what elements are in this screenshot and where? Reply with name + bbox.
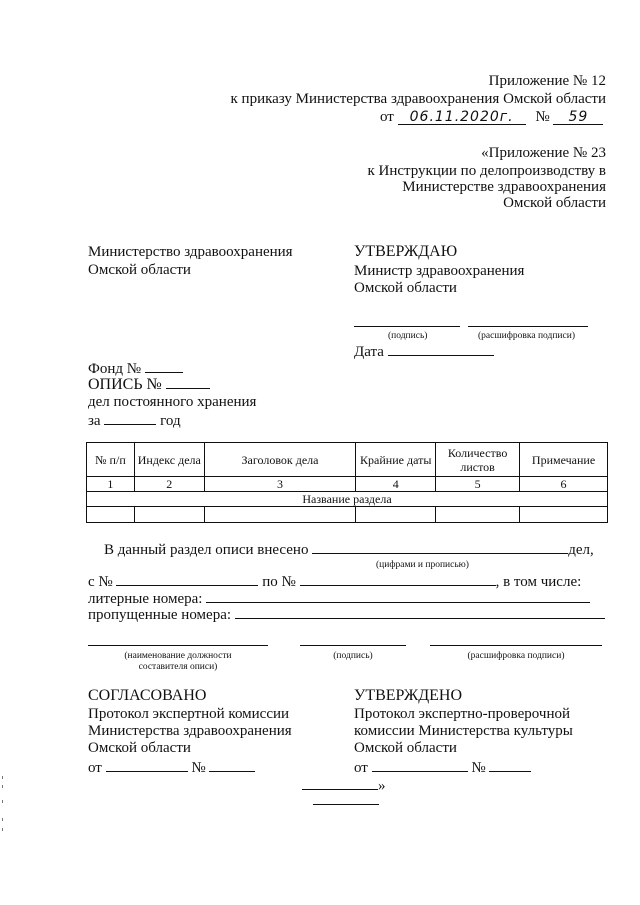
fund-number-field[interactable] bbox=[145, 358, 183, 373]
date-prefix: от bbox=[380, 109, 394, 125]
table-cell[interactable] bbox=[134, 507, 204, 523]
approve-line-1: Министр здравоохранения bbox=[354, 263, 525, 279]
column-number: 2 bbox=[134, 477, 204, 492]
instruction-line-1: к Инструкции по делопроизводству в bbox=[367, 163, 606, 179]
table-cell[interactable] bbox=[204, 507, 356, 523]
approved-line-3: Омской области bbox=[354, 740, 457, 756]
compiler-signature-caption: (подпись) bbox=[333, 651, 373, 661]
to-number-field[interactable] bbox=[300, 571, 496, 586]
header-cell: Заголовок дела bbox=[204, 443, 356, 477]
agreed-line-2: Министерства здравоохранения bbox=[88, 723, 292, 739]
compiler-signature-line[interactable] bbox=[300, 645, 406, 646]
compiler-decoding-line[interactable] bbox=[430, 645, 602, 646]
approved-line-1: Протокол экспертно-проверочной bbox=[354, 706, 571, 722]
agreed-date-row bbox=[88, 757, 255, 778]
approve-title: УТВЕРЖДАЮ bbox=[354, 243, 458, 260]
margin-mark bbox=[2, 776, 3, 779]
instruction-line-3: Омской области bbox=[503, 195, 606, 211]
table-cell[interactable] bbox=[520, 507, 608, 523]
opis-label: ОПИСЬ № bbox=[88, 376, 162, 393]
appendix-23-title: «Приложение № 23 bbox=[481, 145, 606, 161]
to-label: по № bbox=[262, 574, 296, 590]
approved-title: УТВЕРЖДЕНО bbox=[354, 687, 463, 704]
order-date-line bbox=[380, 108, 603, 127]
column-number-row bbox=[87, 477, 608, 492]
agreed-number-label: № bbox=[191, 760, 206, 776]
table-row[interactable] bbox=[87, 507, 608, 523]
year-suffix: год bbox=[160, 413, 181, 429]
from-number-field[interactable] bbox=[116, 571, 258, 586]
instruction-line-2: Министерстве здравоохранения bbox=[402, 179, 606, 195]
summary-line-1 bbox=[104, 539, 594, 560]
handwritten-number: 59 bbox=[553, 108, 603, 125]
approved-from-label: от bbox=[354, 760, 368, 776]
closing-row bbox=[302, 775, 386, 796]
column-number: 4 bbox=[356, 477, 436, 492]
approved-line-2: комиссии Министерства культуры bbox=[354, 723, 573, 739]
missing-numbers-field[interactable] bbox=[235, 604, 605, 619]
opis-number-field[interactable] bbox=[166, 374, 210, 389]
header-cell: Количество листов bbox=[436, 443, 520, 477]
header-cell: Индекс дела bbox=[134, 443, 204, 477]
approve-signature-caption: (подпись) bbox=[388, 331, 428, 341]
order-reference: к приказу Министерства здравоохранения Омской области bbox=[230, 91, 606, 107]
year-field[interactable] bbox=[104, 410, 156, 425]
compiler-decoding-caption: (расшифровка подписи) bbox=[467, 651, 565, 661]
including-label: , в том числе: bbox=[495, 574, 582, 590]
column-number: 6 bbox=[520, 477, 608, 492]
year-prefix: за bbox=[88, 413, 101, 429]
year-row bbox=[88, 410, 181, 431]
letter-numbers-label: литерные номера: bbox=[88, 591, 203, 607]
section-title: Название раздела bbox=[87, 492, 608, 507]
organization-line-1: Министерство здравоохранения bbox=[88, 244, 293, 260]
header-cell: Примечание bbox=[520, 443, 608, 477]
missing-numbers-row bbox=[88, 604, 605, 625]
letter-numbers-field[interactable] bbox=[206, 588, 590, 603]
summary-intro: В данный раздел описи внесено bbox=[104, 542, 309, 558]
column-number: 1 bbox=[87, 477, 135, 492]
approved-number-label: № bbox=[471, 760, 486, 776]
inventory-table bbox=[86, 442, 608, 523]
approve-line-2: Омской области bbox=[354, 280, 457, 296]
header-cell: № п/п bbox=[87, 443, 135, 477]
margin-mark bbox=[2, 800, 3, 803]
table-cell[interactable] bbox=[436, 507, 520, 523]
margin-mark bbox=[2, 785, 3, 788]
missing-numbers-label: пропущенные номера: bbox=[88, 607, 232, 623]
cases-count-field[interactable] bbox=[312, 539, 568, 554]
agreed-date-field[interactable] bbox=[106, 757, 188, 772]
header-cell: Крайние даты bbox=[356, 443, 436, 477]
agreed-from-label: от bbox=[88, 760, 102, 776]
agreed-line-3: Омской области bbox=[88, 740, 191, 756]
margin-mark bbox=[2, 828, 3, 831]
table-cell[interactable] bbox=[87, 507, 135, 523]
approve-date-label: Дата bbox=[354, 344, 384, 360]
appendix-12-title: Приложение № 12 bbox=[488, 73, 606, 89]
opis-row bbox=[88, 374, 210, 395]
compiler-position-line[interactable] bbox=[88, 645, 268, 646]
approve-date-row bbox=[354, 341, 494, 362]
approve-decoding-caption: (расшифровка подписи) bbox=[478, 331, 575, 341]
agreed-line-1: Протокол экспертной комиссии bbox=[88, 706, 290, 722]
handwritten-date: 06.11.2020г. bbox=[398, 108, 526, 125]
storage-line: дел постоянного хранения bbox=[88, 394, 257, 410]
margin-mark bbox=[2, 818, 3, 821]
table-cell[interactable] bbox=[356, 507, 436, 523]
approved-date-field[interactable] bbox=[372, 757, 468, 772]
approve-date-field[interactable] bbox=[388, 341, 494, 356]
section-title-row bbox=[87, 492, 608, 507]
column-number: 5 bbox=[436, 477, 520, 492]
approved-number-field[interactable] bbox=[489, 757, 531, 772]
table-header-row bbox=[87, 443, 608, 477]
column-number: 3 bbox=[204, 477, 356, 492]
organization-line-2: Омской области bbox=[88, 262, 191, 278]
agreed-title: СОГЛАСОВАНО bbox=[88, 687, 207, 704]
approve-signature-line[interactable] bbox=[354, 326, 460, 327]
closing-field[interactable] bbox=[302, 775, 378, 790]
bottom-line bbox=[313, 804, 379, 805]
agreed-number-field[interactable] bbox=[209, 757, 255, 772]
digits-caption: (цифрами и прописью) bbox=[376, 560, 469, 570]
number-prefix: № bbox=[535, 109, 550, 125]
summary-cases-suffix: дел, bbox=[568, 542, 594, 558]
approve-decoding-line[interactable] bbox=[468, 326, 588, 327]
closing-quote: » bbox=[378, 778, 386, 794]
compiler-position-caption-1: (наименование должности bbox=[124, 651, 232, 661]
from-label: с № bbox=[88, 574, 113, 590]
fund-label: Фонд № bbox=[88, 361, 142, 377]
compiler-position-caption-2: составителя описи) bbox=[138, 662, 218, 672]
